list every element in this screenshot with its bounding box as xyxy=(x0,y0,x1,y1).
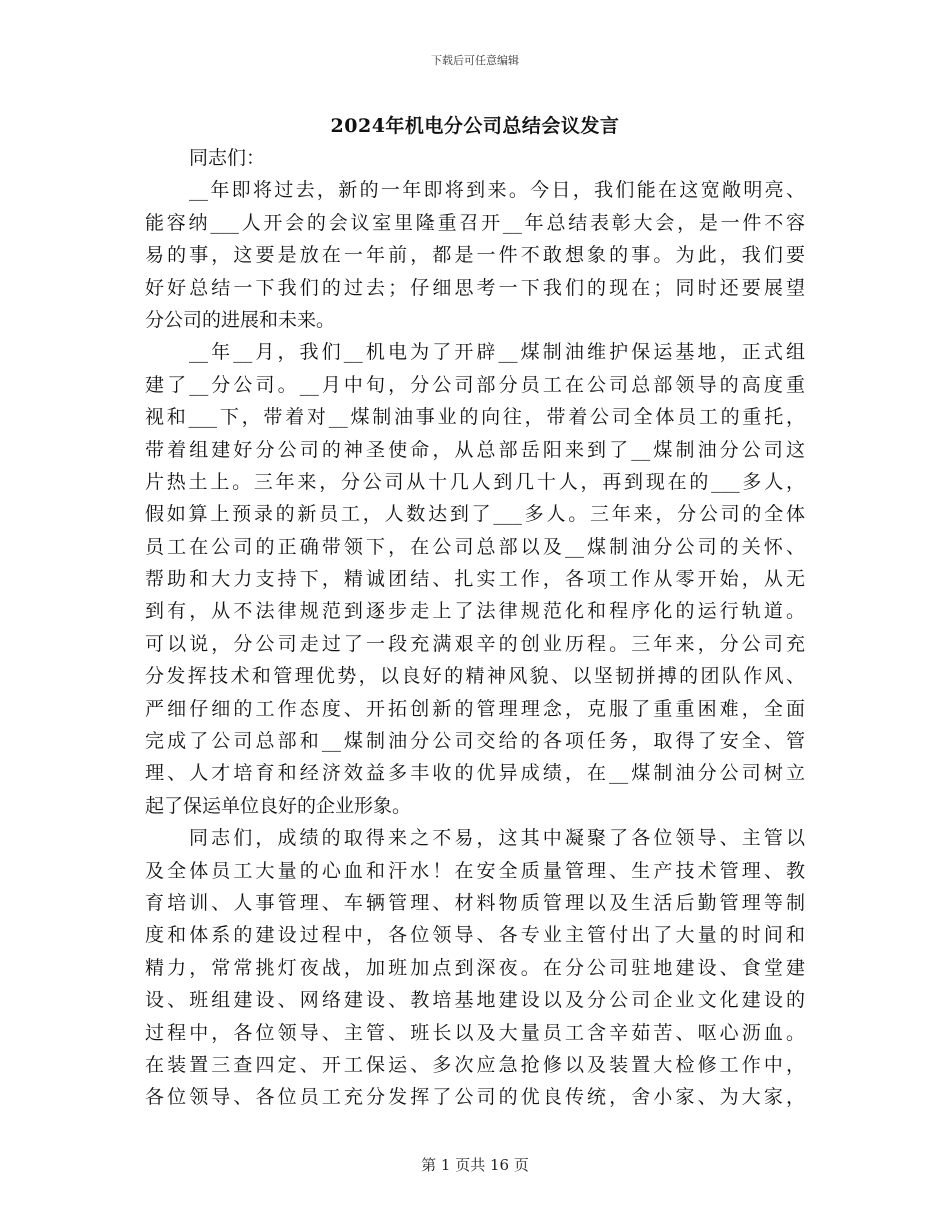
paragraph-line: 片热土上。三年来，分公司从十几人到几十人，再到现在的___多人， xyxy=(145,470,805,493)
paragraph-line: 分公司的进展和未来。 xyxy=(145,308,336,331)
paragraph-line: 建了__分公司。__月中旬，分公司部分员工在公司总部领导的高度重 xyxy=(145,373,805,396)
paragraph-line: 设、班组建设、网络建设、教培基地建设以及分公司企业文化建设的 xyxy=(145,989,805,1012)
paragraph-line: 员工在公司的正确带领下，在公司总部以及__煤制油分公司的关怀、 xyxy=(145,535,805,558)
paragraph-line: 帮助和大力支持下，精诚团结、扎实工作，各项工作从零开始，从无 xyxy=(145,568,805,591)
paragraph-line: 同志们，成绩的取得来之不易，这其中凝聚了各位领导、主管以 xyxy=(189,827,805,850)
paragraph-line: 分发挥技术和管理优势，以良好的精神风貌、以坚韧拼搏的团队作风、 xyxy=(145,665,805,688)
paragraph-line: 好好总结一下我们的过去；仔细思考一下我们的现在；同时还要展望 xyxy=(145,276,805,299)
paragraph-line: 同志们： xyxy=(189,147,266,169)
paragraph-line: 理、人才培育和经济效益多丰收的优异成绩，在__煤制油分公司树立 xyxy=(145,762,805,785)
paragraph-line: 假如算上预录的新员工，人数达到了___多人。三年来，分公司的全体 xyxy=(145,503,805,526)
paragraph-line: 带着组建好分公司的神圣使命，从总部岳阳来到了__煤制油分公司这 xyxy=(145,438,805,461)
page-number: 第 1 页共 16 页 xyxy=(421,1156,529,1174)
paragraph-line: 严细仔细的工作态度、开拓创新的管理理念，克服了重重困难，全面 xyxy=(145,697,805,720)
document-title: 2024年机电分公司总结会议发言 xyxy=(330,115,620,137)
paragraph-line: 到有，从不法律规范到逐步走上了法律规范化和程序化的运行轨道。 xyxy=(145,600,805,623)
document-body xyxy=(145,142,805,1114)
paragraph-line: 及全体员工大量的心血和汗水！在安全质量管理、生产技术管理、教 xyxy=(145,859,805,882)
paragraph-line: 精力，常常挑灯夜战，加班加点到深夜。在分公司驻地建设、食堂建 xyxy=(145,956,805,979)
paragraph-line: 在装置三查四定、开工保运、多次应急抢修以及装置大检修工作中， xyxy=(145,1053,805,1076)
paragraph-line: __年__月，我们__机电为了开辟__煤制油维护保运基地，正式组 xyxy=(189,341,805,364)
paragraph-line: 视和___下，带着对__煤制油事业的向往，带着公司全体员工的重托， xyxy=(145,406,805,429)
paragraph-line: 度和体系的建设过程中，各位领导、各专业主管付出了大量的时间和 xyxy=(145,924,805,947)
paragraph-line: 起了保运单位良好的企业形象。 xyxy=(145,794,412,817)
paragraph-line: 能容纳___人开会的会议室里隆重召开__年总结表彰大会，是一件不容 xyxy=(145,211,805,234)
paragraph-line: __年即将过去，新的一年即将到来。今日，我们能在这宽敞明亮、 xyxy=(189,179,805,202)
header-note: 下载后可任意编辑 xyxy=(431,54,519,67)
paragraph-line: 各位领导、各位员工充分发挥了公司的优良传统，舍小家、为大家， xyxy=(145,1086,805,1109)
paragraph-line: 易的事，这要是放在一年前，都是一件不敢想象的事。为此，我们要 xyxy=(145,244,805,267)
paragraph-line: 育培训、人事管理、车辆管理、材料物质管理以及生活后勤管理等制 xyxy=(145,891,805,914)
paragraph-line: 可以说，分公司走过了一段充满艰辛的创业历程。三年来，分公司充 xyxy=(145,632,805,655)
paragraph-line: 完成了公司总部和__煤制油分公司交给的各项任务，取得了安全、管 xyxy=(145,730,805,753)
paragraph-line: 过程中，各位领导、主管、班长以及大量员工含辛茹苦、呕心沥血。 xyxy=(145,1021,805,1044)
